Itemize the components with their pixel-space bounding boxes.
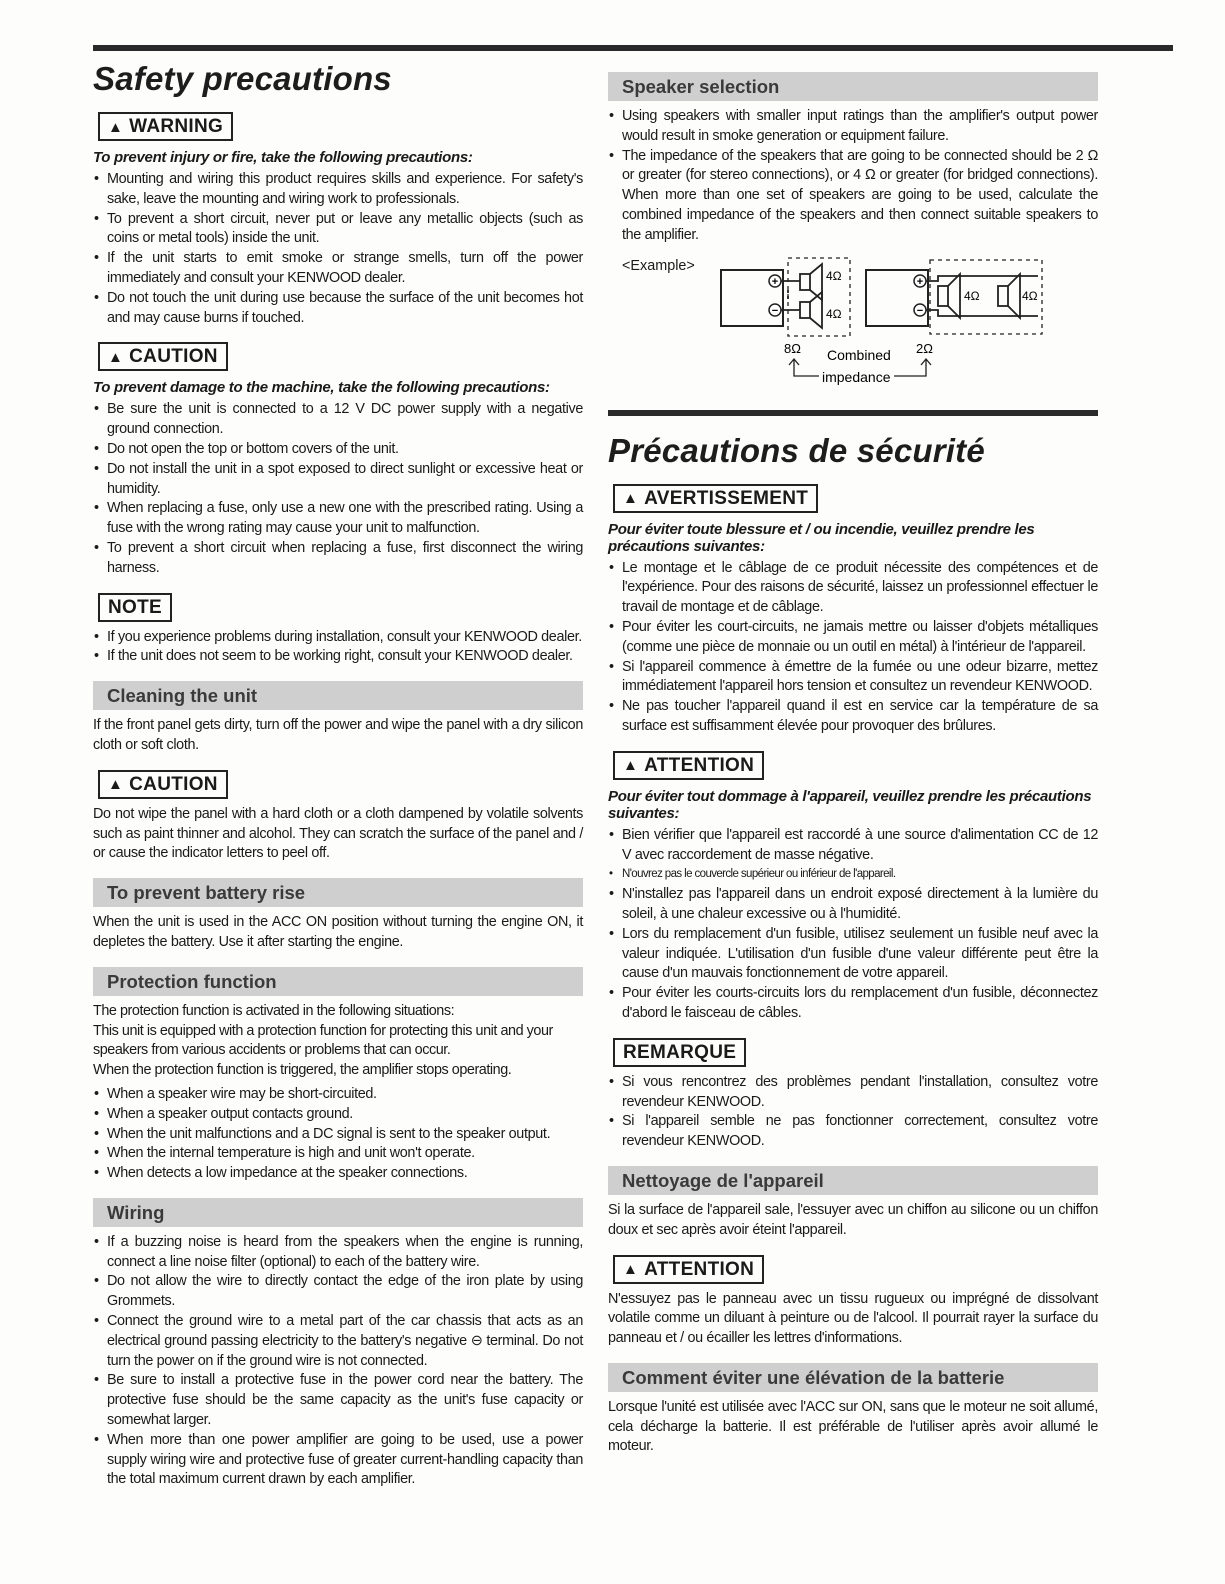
protection-line: The protection function is activated in the following situations: [93, 1002, 455, 1019]
protection-list [93, 1085, 583, 1184]
svg-text:Combined: Combined [827, 346, 891, 363]
list-item: • The impedance of the speakers that are going to be connected should be 2 Ω or greater (for stereo connections), or 4 Ω or greater (for bridged connections). When more than one set of speakers are going to be used, calculate the combined impedance of the speakers and then connect suitable speakers to the amplifier. [608, 147, 1098, 246]
speaker-icon [998, 286, 1008, 306]
section-heading-speaker: Speaker selection [608, 72, 1098, 101]
avertissement-lead: Pour éviter toute blessure et / ou incendie, veuillez prendre les précautions suivantes: [608, 520, 1035, 555]
example-label: <Example> [622, 257, 695, 274]
list-item: • Pour éviter les court-circuits, ne jamais mettre ou laisser d'objets métalliques (comme une pièce de monnaie ou un outil en métal) à l'intérieur de l'appareil. [608, 618, 1098, 658]
svg-text:4Ω: 4Ω [1022, 288, 1038, 303]
list-item: • If a buzzing noise is heard from the speakers when the engine is running, connect a line noise filter (optional) to each of the battery wire. [93, 1233, 583, 1273]
remarque-badge: REMARQUE [613, 1038, 746, 1067]
list-item: • Using speakers with smaller input ratings than the amplifier's output power would result in smoke generation or equipment failure. [608, 107, 1098, 147]
warning-list [93, 170, 583, 328]
list-item: • Be sure the unit is connected to a 12 V DC power supply with a negative ground connection. [93, 400, 583, 440]
list-item: • Do not allow the wire to directly contact the edge of the iron plate by using Grommets. [93, 1272, 583, 1312]
list-item: • Bien vérifier que l'appareil est raccordé à une source d'alimentation CC de 12 V avec raccordement de masse négative. [608, 826, 1098, 866]
list-item: • When replacing a fuse, only use a new one with the prescribed rating. Using a fuse with the wrong rating may cause your unit to malfunction. [93, 499, 583, 539]
batterie-text: Lorsque l'unité est utilisée avec l'ACC sur ON, sans que le moteur ne soit allumé, cela décharge la batterie. Il est préférable de l'utiliser après avoir allumé le moteur. [608, 1398, 1098, 1455]
warning-icon: ▲ [623, 757, 639, 775]
list-item: • If the unit starts to emit smoke or strange smells, turn off the power immediately and consult your KENWOOD dealer. [93, 249, 583, 289]
warning-icon: ▲ [108, 776, 124, 794]
speaker-icon [800, 302, 810, 318]
svg-text:−: − [771, 304, 779, 317]
section-heading-wiring: Wiring [93, 1198, 583, 1227]
page-title-fr: Précautions de sécurité [608, 431, 985, 469]
caution-list [93, 400, 583, 578]
list-item: • When the unit malfunctions and a DC signal is sent to the speaker output. [93, 1125, 583, 1145]
wiring-list [93, 1233, 583, 1490]
attention-badge: ▲ ATTENTION [613, 751, 764, 780]
protection-line: This unit is equipped with a protection function for protecting this unit and your speakers from various accidents or problems that can occur. [93, 1022, 553, 1059]
avertissement-list [608, 559, 1098, 737]
protection-line: When the protection function is triggered, the amplifier stops operating. [93, 1062, 512, 1079]
battery-text: When the unit is used in the ACC ON position without turning the engine ON, it depletes the battery. Use it after starting the engine. [93, 914, 583, 950]
cleaning-text: If the front panel gets dirty, turn off the power and wipe the panel with a dry silicon cloth or soft cloth. [93, 717, 583, 753]
list-item: • When a speaker wire may be short-circuited. [93, 1085, 583, 1105]
attention-list [608, 826, 1098, 1024]
french-section-rule [608, 410, 1098, 416]
note-list [93, 628, 583, 668]
list-item: • Le montage et le câblage de ce produit nécessite des compétences et de l'expérience. Pour des raisons de sécurité, laissez un professionnel effectuer le travail de montage et de câblage. [608, 559, 1098, 618]
list-item: • If the unit does not seem to be working right, consult your KENWOOD dealer. [93, 647, 583, 667]
list-item: • Mounting and wiring this product requires skills and experience. For safety's sake, leave the mounting and wiring work to professionals. [93, 170, 583, 210]
list-item: • When a speaker output contacts ground. [93, 1105, 583, 1125]
list-item: • Si vous rencontrez des problèmes pendant l'installation, consultez votre revendeur KENWOOD. [608, 1073, 1098, 1113]
list-item: • Ne pas toucher l'appareil quand il est en service car la température de sa surface est suffisamment élevée pour provoquer des brûlures. [608, 697, 1098, 737]
speaker-icon [938, 286, 948, 306]
cleaning-caution-text: Do not wipe the panel with a hard cloth or a cloth dampened by volatile solvents such as paint thinner and alcohol. They can scratch the surface of the panel and / or cause the indicator letters to peel off. [93, 805, 583, 862]
list-item: • If you experience problems during installation, consult your KENWOOD dealer. [93, 628, 583, 648]
impedance-diagram [608, 256, 1098, 396]
svg-text:4Ω: 4Ω [826, 306, 842, 321]
list-item: • Do not touch the unit during use because the surface of the unit becomes hot and may cause burns if touched. [93, 289, 583, 329]
list-item: • To prevent a short circuit when replacing a fuse, first disconnect the wiring harness. [93, 539, 583, 579]
warning-icon: ▲ [108, 348, 124, 366]
svg-text:4Ω: 4Ω [826, 268, 842, 283]
list-item: • Do not install the unit in a spot exposed to direct sunlight or excessive heat or humidity. [93, 460, 583, 500]
page-title: Safety precautions [93, 60, 392, 97]
avertissement-badge: ▲ AVERTISSEMENT [613, 484, 818, 513]
list-item: • When more than one power amplifier are going to be used, use a power supply wiring wire and protective fuse of greater current-handling capacity than the total maximum current drawn by each amplifier. [93, 1431, 583, 1490]
section-heading-battery: To prevent battery rise [93, 878, 583, 907]
list-item: • Lors du remplacement d'un fusible, utilisez seulement un fusible neuf avec la valeur indiquée. L'utilisation d'un fusible d'une valeur différente peut être la cause d'un mauvais fonctionnement de votre appareil. [608, 925, 1098, 984]
svg-text:−: − [916, 304, 924, 317]
list-item: • Si l'appareil commence à émettre de la fumée ou une odeur bizarre, mettez immédiatement l'appareil hors tension et consultez un revendeur KENWOOD. [608, 658, 1098, 698]
svg-text:impedance: impedance [822, 368, 891, 385]
svg-text:+: + [771, 275, 779, 288]
list-item: • When the internal temperature is high and unit won't operate. [93, 1144, 583, 1164]
svg-text:+: + [916, 275, 924, 288]
top-rule [93, 45, 1173, 51]
nettoyage-attention-text: N'essuyez pas le panneau avec un tissu rugueux ou imprégné de dissolvant volatile comme un diluant à peinture ou de l'alcool. Il pourrait rayer la surface du panneau et / ou écailler les lettres d'informations. [608, 1290, 1098, 1347]
list-item: • N'ouvrez pas le couvercle supérieur ou inférieur de l'appareil. [608, 865, 1098, 885]
warning-icon: ▲ [623, 490, 639, 508]
list-item: • Do not open the top or bottom covers of the unit. [93, 440, 583, 460]
warning-icon: ▲ [108, 118, 124, 136]
svg-text:4Ω: 4Ω [964, 288, 980, 303]
remarque-list [608, 1073, 1098, 1152]
list-item: • When detects a low impedance at the speaker connections. [93, 1164, 583, 1184]
section-heading-batterie: Comment éviter une élévation de la batterie [608, 1363, 1098, 1392]
svg-text:2Ω: 2Ω [916, 340, 933, 356]
section-heading-protection: Protection function [93, 967, 583, 996]
section-heading-cleaning: Cleaning the unit [93, 681, 583, 710]
warning-icon: ▲ [623, 1261, 639, 1278]
nettoyage-text: Si la surface de l'appareil sale, l'essuyer avec un chiffon au silicone ou un chiffon doux et sec après avoir éteint l'appareil. [608, 1201, 1098, 1238]
warning-lead: To prevent injury or fire, take the following precautions: [93, 149, 473, 166]
speaker-example-diagram [608, 256, 1098, 396]
list-item: • Be sure to install a protective fuse in the power cord near the battery. The protective fuse should be the same capacity as the unit's fuse capacity or somewhat larger. [93, 1371, 583, 1430]
svg-text:8Ω: 8Ω [784, 340, 801, 356]
attention-lead: Pour éviter tout dommage à l'appareil, veuillez prendre les précautions suivantes: [608, 787, 1092, 822]
caution-badge: ▲ CAUTION [98, 342, 228, 371]
list-item: • Pour éviter les courts-circuits lors du remplacement d'un fusible, déconnectez d'abord le faisceau de câbles. [608, 984, 1098, 1024]
nettoyage-attention-badge: ▲ ATTENTION [613, 1255, 764, 1284]
list-item: • N'installez pas l'appareil dans un endroit exposé directement à la lumière du soleil, à une chaleur excessive ou à l'humidité. [608, 885, 1098, 925]
cleaning-caution-badge: ▲ CAUTION [98, 770, 228, 799]
note-badge: NOTE [98, 593, 172, 622]
speaker-list [608, 107, 1098, 246]
list-item: • Connect the ground wire to a metal part of the car chassis that acts as an electrical ground passing electricity to the battery's negative ⊖ terminal. Do not turn the power on if the ground wire is not connected. [93, 1312, 583, 1371]
list-item: • To prevent a short circuit, never put or leave any metallic objects (such as coins or metal tools) inside the unit. [93, 210, 583, 250]
section-heading-nettoyage: Nettoyage de l'appareil [608, 1166, 1098, 1195]
speaker-icon [800, 274, 810, 290]
left-column [93, 60, 583, 1500]
warning-badge: ▲ WARNING [98, 112, 233, 141]
right-column [608, 60, 1098, 1467]
caution-lead: To prevent damage to the machine, take the following precautions: [93, 379, 550, 397]
list-item: • Si l'appareil semble ne pas fonctionner correctement, consultez votre revendeur KENWOOD. [608, 1112, 1098, 1152]
